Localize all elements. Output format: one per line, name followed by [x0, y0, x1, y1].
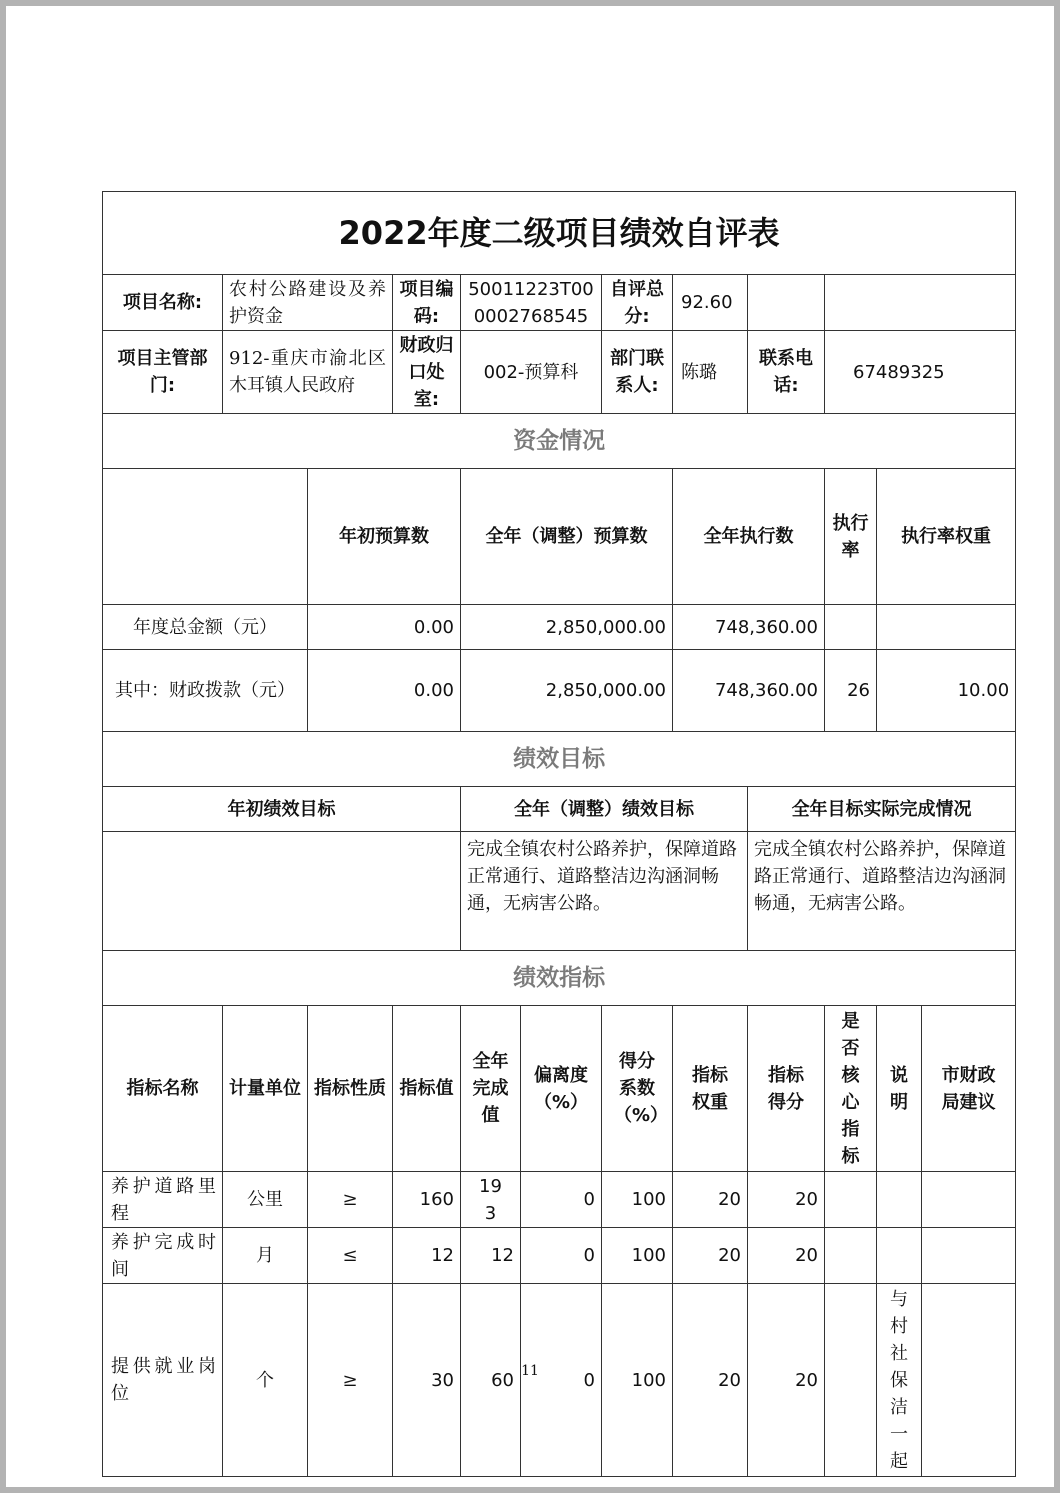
ind-unit: 公里	[223, 1172, 308, 1228]
project-name-label: 项目名称:	[103, 275, 223, 331]
funds-row-weight	[877, 605, 1016, 650]
funds-header-initial: 年初预算数	[308, 469, 461, 605]
document-page	[6, 6, 1054, 1487]
funds-row-label: 其中：财政拨款（元）	[103, 650, 308, 732]
ind-header-deviation: 偏离度（%）	[521, 1006, 602, 1172]
goals-actual-text: 完成全镇农村公路养护，保障道路正常通行、道路整洁边沟涵洞畅通，无病害公路。	[748, 832, 1016, 951]
funds-row-rate	[825, 605, 877, 650]
ind-score: 20	[748, 1228, 825, 1284]
funds-row-executed: 748,360.00	[673, 650, 825, 732]
contact-label: 部门联系人:	[602, 331, 673, 414]
ind-header-target: 指标值	[393, 1006, 461, 1172]
ind-weight: 20	[673, 1172, 748, 1228]
contact-value: 陈璐	[673, 331, 748, 414]
goals-header-actual: 全年目标实际完成情况	[748, 787, 1016, 832]
funds-row-initial: 0.00	[308, 650, 461, 732]
ind-target: 30	[393, 1284, 461, 1477]
ind-header-weight: 指标权重	[673, 1006, 748, 1172]
phone-value: 67489325	[825, 331, 1016, 414]
ind-target: 160	[393, 1172, 461, 1228]
page-number: 11	[521, 1363, 539, 1379]
ind-note: 与村社保洁一起	[877, 1284, 922, 1477]
funds-header-adjusted: 全年（调整）预算数	[461, 469, 673, 605]
funds-row-weight: 10.00	[877, 650, 1016, 732]
ind-core	[825, 1284, 877, 1477]
project-code-value: 50011223T000002768545	[461, 275, 602, 331]
funds-row-adjusted: 2,850,000.00	[461, 605, 673, 650]
self-score-label: 自评总分:	[602, 275, 673, 331]
ind-deviation: 0	[521, 1228, 602, 1284]
ind-nature: ≥	[308, 1172, 393, 1228]
ind-header-advice: 市财政局建议	[922, 1006, 1016, 1172]
ind-deviation: 0	[521, 1284, 602, 1477]
funds-row-adjusted: 2,850,000.00	[461, 650, 673, 732]
ind-actual: 60	[461, 1284, 521, 1477]
funds-header-empty	[103, 469, 308, 605]
phone-label: 联系电话:	[748, 331, 825, 414]
ind-note	[877, 1172, 922, 1228]
page-title: 2022年度二级项目绩效自评表	[103, 192, 1016, 275]
performance-evaluation-table	[102, 191, 1016, 1477]
indicator-row	[103, 1172, 1016, 1228]
ind-header-note: 说明	[877, 1006, 922, 1172]
goals-adjusted-text: 完成全镇农村公路养护，保障道路正常通行、道路整洁边沟涵洞畅通，无病害公路。	[461, 832, 748, 951]
ind-nature: ≤	[308, 1228, 393, 1284]
ind-header-core: 是否核心指标	[825, 1006, 877, 1172]
goals-section-title: 绩效目标	[103, 732, 1016, 787]
empty-cell	[748, 275, 825, 331]
ind-score: 20	[748, 1284, 825, 1477]
ind-advice	[922, 1228, 1016, 1284]
ind-header-unit: 计量单位	[223, 1006, 308, 1172]
ind-note	[877, 1228, 922, 1284]
ind-unit: 月	[223, 1228, 308, 1284]
ind-unit: 个	[223, 1284, 308, 1477]
funds-row	[103, 605, 1016, 650]
ind-coef: 100	[602, 1284, 673, 1477]
ind-score: 20	[748, 1172, 825, 1228]
goals-initial-text	[103, 832, 461, 951]
funds-row-label: 年度总金额（元）	[103, 605, 308, 650]
ind-weight: 20	[673, 1284, 748, 1477]
ind-target: 12	[393, 1228, 461, 1284]
project-name-value: 农村公路建设及养护资金	[223, 275, 393, 331]
funds-header-weight: 执行率权重	[877, 469, 1016, 605]
ind-name: 养护道路里程	[103, 1172, 223, 1228]
ind-nature: ≥	[308, 1284, 393, 1477]
ind-coef: 100	[602, 1228, 673, 1284]
indicator-row	[103, 1284, 1016, 1477]
self-score-value: 92.60	[673, 275, 748, 331]
funds-row-rate: 26	[825, 650, 877, 732]
ind-weight: 20	[673, 1228, 748, 1284]
ind-header-nature: 指标性质	[308, 1006, 393, 1172]
ind-advice	[922, 1172, 1016, 1228]
indicator-row	[103, 1228, 1016, 1284]
ind-core	[825, 1228, 877, 1284]
ind-name: 提供就业岗位	[103, 1284, 223, 1477]
ind-actual: 193	[461, 1172, 521, 1228]
goals-header-adjusted: 全年（调整）绩效目标	[461, 787, 748, 832]
ind-header-coef: 得分系数（%）	[602, 1006, 673, 1172]
funds-row-executed: 748,360.00	[673, 605, 825, 650]
ind-name: 养护完成时间	[103, 1228, 223, 1284]
project-code-label: 项目编码:	[393, 275, 461, 331]
dept-label: 项目主管部门:	[103, 331, 223, 414]
empty-cell	[825, 275, 1016, 331]
ind-deviation: 0	[521, 1172, 602, 1228]
indicators-section-title: 绩效指标	[103, 951, 1016, 1006]
ind-header-actual: 全年完成值	[461, 1006, 521, 1172]
finance-office-value: 002-预算科	[461, 331, 602, 414]
funds-row-initial: 0.00	[308, 605, 461, 650]
dept-value: 912-重庆市渝北区木耳镇人民政府	[223, 331, 393, 414]
goals-header-initial: 年初绩效目标	[103, 787, 461, 832]
funds-section-title: 资金情况	[103, 414, 1016, 469]
finance-office-label: 财政归口处室:	[393, 331, 461, 414]
ind-advice	[922, 1284, 1016, 1477]
ind-header-score: 指标得分	[748, 1006, 825, 1172]
funds-header-executed: 全年执行数	[673, 469, 825, 605]
ind-actual: 12	[461, 1228, 521, 1284]
ind-core	[825, 1172, 877, 1228]
funds-row	[103, 650, 1016, 732]
ind-coef: 100	[602, 1172, 673, 1228]
ind-header-name: 指标名称	[103, 1006, 223, 1172]
funds-header-rate: 执行率	[825, 469, 877, 605]
